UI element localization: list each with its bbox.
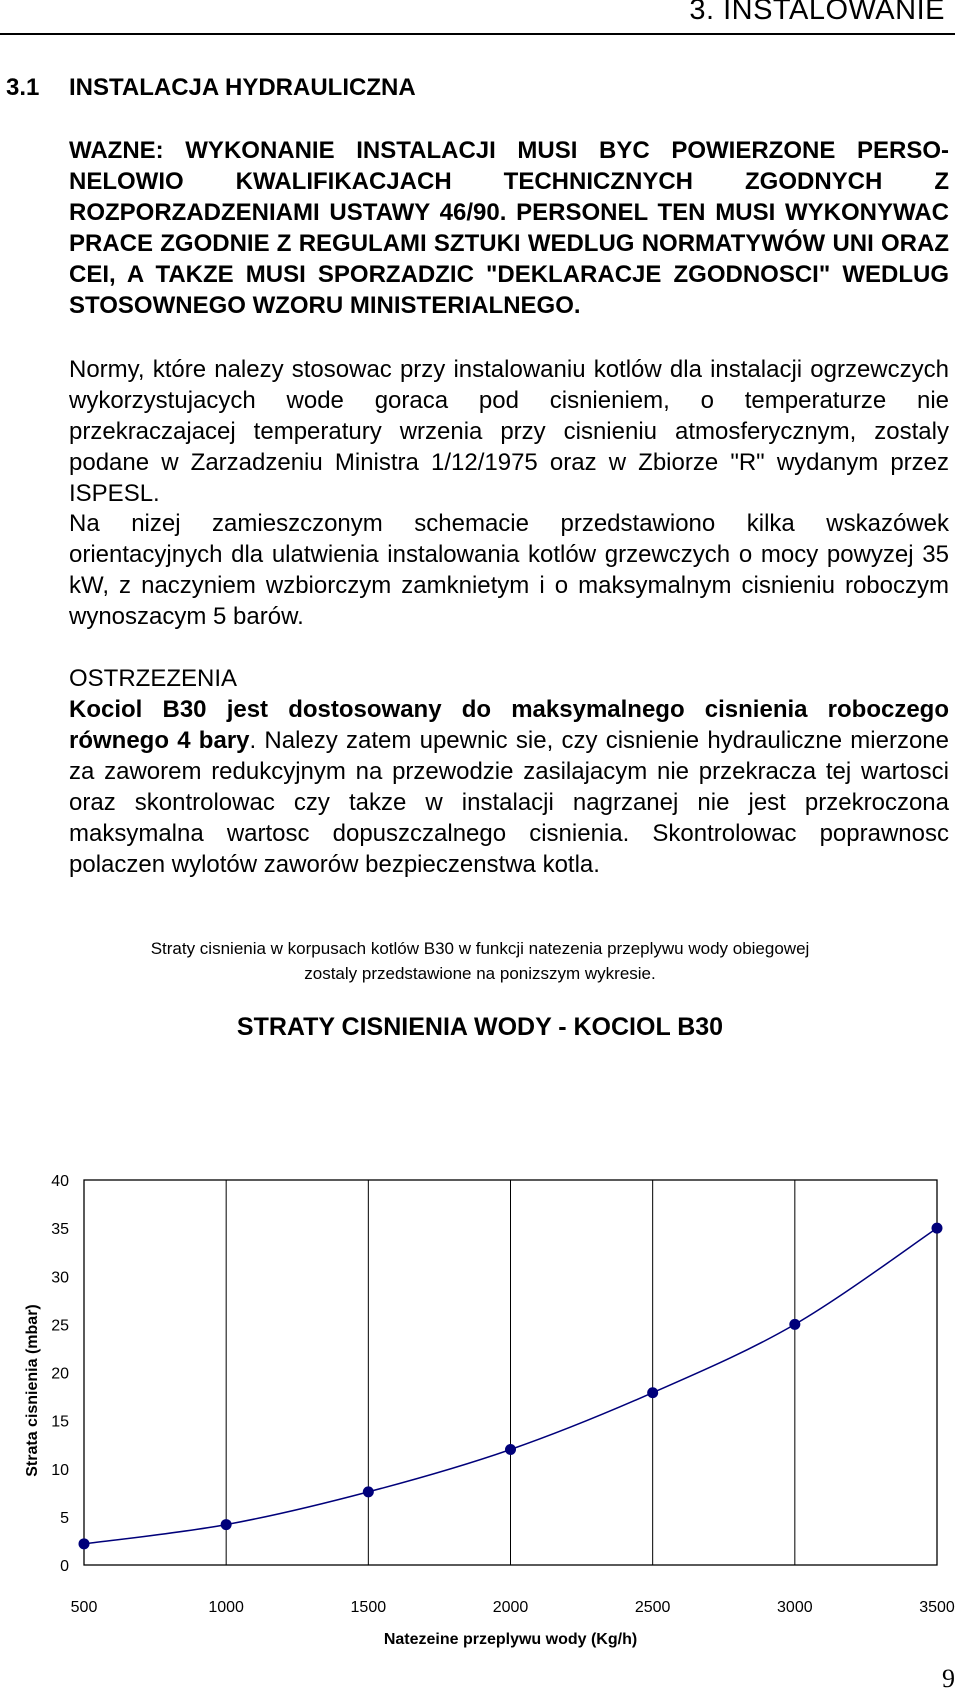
chapter-title: 3. INSTALOWANIE: [689, 0, 945, 26]
section-number: 3.1: [6, 74, 40, 101]
y-tick-label: 5: [60, 1509, 69, 1527]
data-point: [789, 1319, 800, 1330]
data-point: [221, 1519, 232, 1530]
data-point: [363, 1486, 374, 1497]
y-tick-label: 25: [51, 1317, 69, 1335]
x-tick-label: 2500: [634, 1599, 671, 1616]
chart-caption-line-2: zostaly przedstawione na ponizszym wykresie.: [304, 964, 656, 983]
x-tick-label: 500: [70, 1599, 98, 1616]
scheme-paragraph: Na nizej zamieszczonym schemacie przedstawiono kilka wskazówek orientacyjnych dla ulatwienia instalowania kotlów grzewczych o mocy powyzej 35 kW, z naczyniem wzbiorczym zamknietym i o maksymalnym cisnieniu roboczym wynoszacym 5 barów.: [69, 510, 949, 630]
warnings-heading: OSTRZEZENIA: [69, 665, 238, 692]
y-tick-label: 35: [51, 1221, 69, 1239]
page-number: 9: [942, 1664, 955, 1693]
x-tick-label: 2000: [492, 1599, 529, 1616]
x-tick-label: 3500: [919, 1599, 955, 1616]
chart-caption-line-1: Straty cisnienia w korpusach kotlów B30 w funkcji natezenia przeplywu wody obiegowej: [150, 939, 810, 958]
x-tick-label: 3000: [777, 1599, 813, 1616]
y-tick-label: 30: [51, 1269, 69, 1287]
warnings-bold-text: Kociol B30 jest dostosowany do maksymalnego cisnienia roboczego równego 4 bary: [69, 696, 949, 754]
section-title: INSTALACJA HYDRAULICZNA: [69, 74, 416, 101]
y-tick-label: 20: [51, 1365, 69, 1383]
data-point: [932, 1223, 943, 1234]
y-tick-label: 40: [51, 1173, 69, 1190]
y-axis-label: Strata cisnienia (mbar): [24, 1304, 41, 1477]
data-point: [647, 1387, 658, 1398]
y-tick-label: 0: [60, 1558, 69, 1575]
important-notice: WAZNE: WYKONANIE INSTALACJI MUSI BYC POWIERZONE PERSO-NELOWIO KWALIFIKACJACH TECHNICZNYCH ZGODNYCH Z ROZPORZADZENIAMI USTAWY 46/90. PERSONEL TEN MUSI WYKONYWAC PRACE ZGODNIE Z REGULAMI SZTUKI WEDLUG NORMATYWÓW UNI ORAZ CEI, A TAKZE MUSI SPORZADZIC "DEKLARACJE ZGODNOSCI" WEDLUG STOSOWNEGO WZORU MINISTERIALNEGO.: [69, 137, 949, 319]
standards-paragraph: Normy, które nalezy stosowac przy instalowaniu kotlów dla instalacji ogrzewczych wykorzystujacych wode goraca pod cisnieniem, o temperaturze nie przekraczajacej temperatury wrzenia przy cisnieniu atmosferycznym, zostaly podane w Zarzadzeniu Ministra 1/12/1975 oraz w Zbiorze "R" wydanym przez ISPESL.: [69, 356, 949, 507]
x-axis-label: Natezeine przeplywu wody (Kg/h): [383, 1631, 638, 1648]
data-point: [79, 1538, 90, 1549]
x-tick-label: 1500: [350, 1599, 387, 1616]
x-tick-label: 1000: [208, 1599, 244, 1616]
y-tick-label: 15: [51, 1413, 69, 1431]
warnings-text: . Nalezy zatem upewnic sie, czy cisnienie hydrauliczne mierzone za zaworem redukcyjnym na przewodzie zasilajacym nie przekracza tej wartosci oraz skontrolowac czy takze w instalacji nagrzanej nie jest przekroczona maksymalna wartosc dopuszczalnego cisnienia. Skontrolowac poprawnosc polaczen wylotów zaworów bezpieczenstwa kotla.: [69, 727, 950, 878]
data-point: [505, 1444, 516, 1455]
y-tick-label: 10: [51, 1461, 69, 1479]
chart-title: STRATY CISNIENIA WODY - KOCIOL B30: [236, 1013, 724, 1041]
